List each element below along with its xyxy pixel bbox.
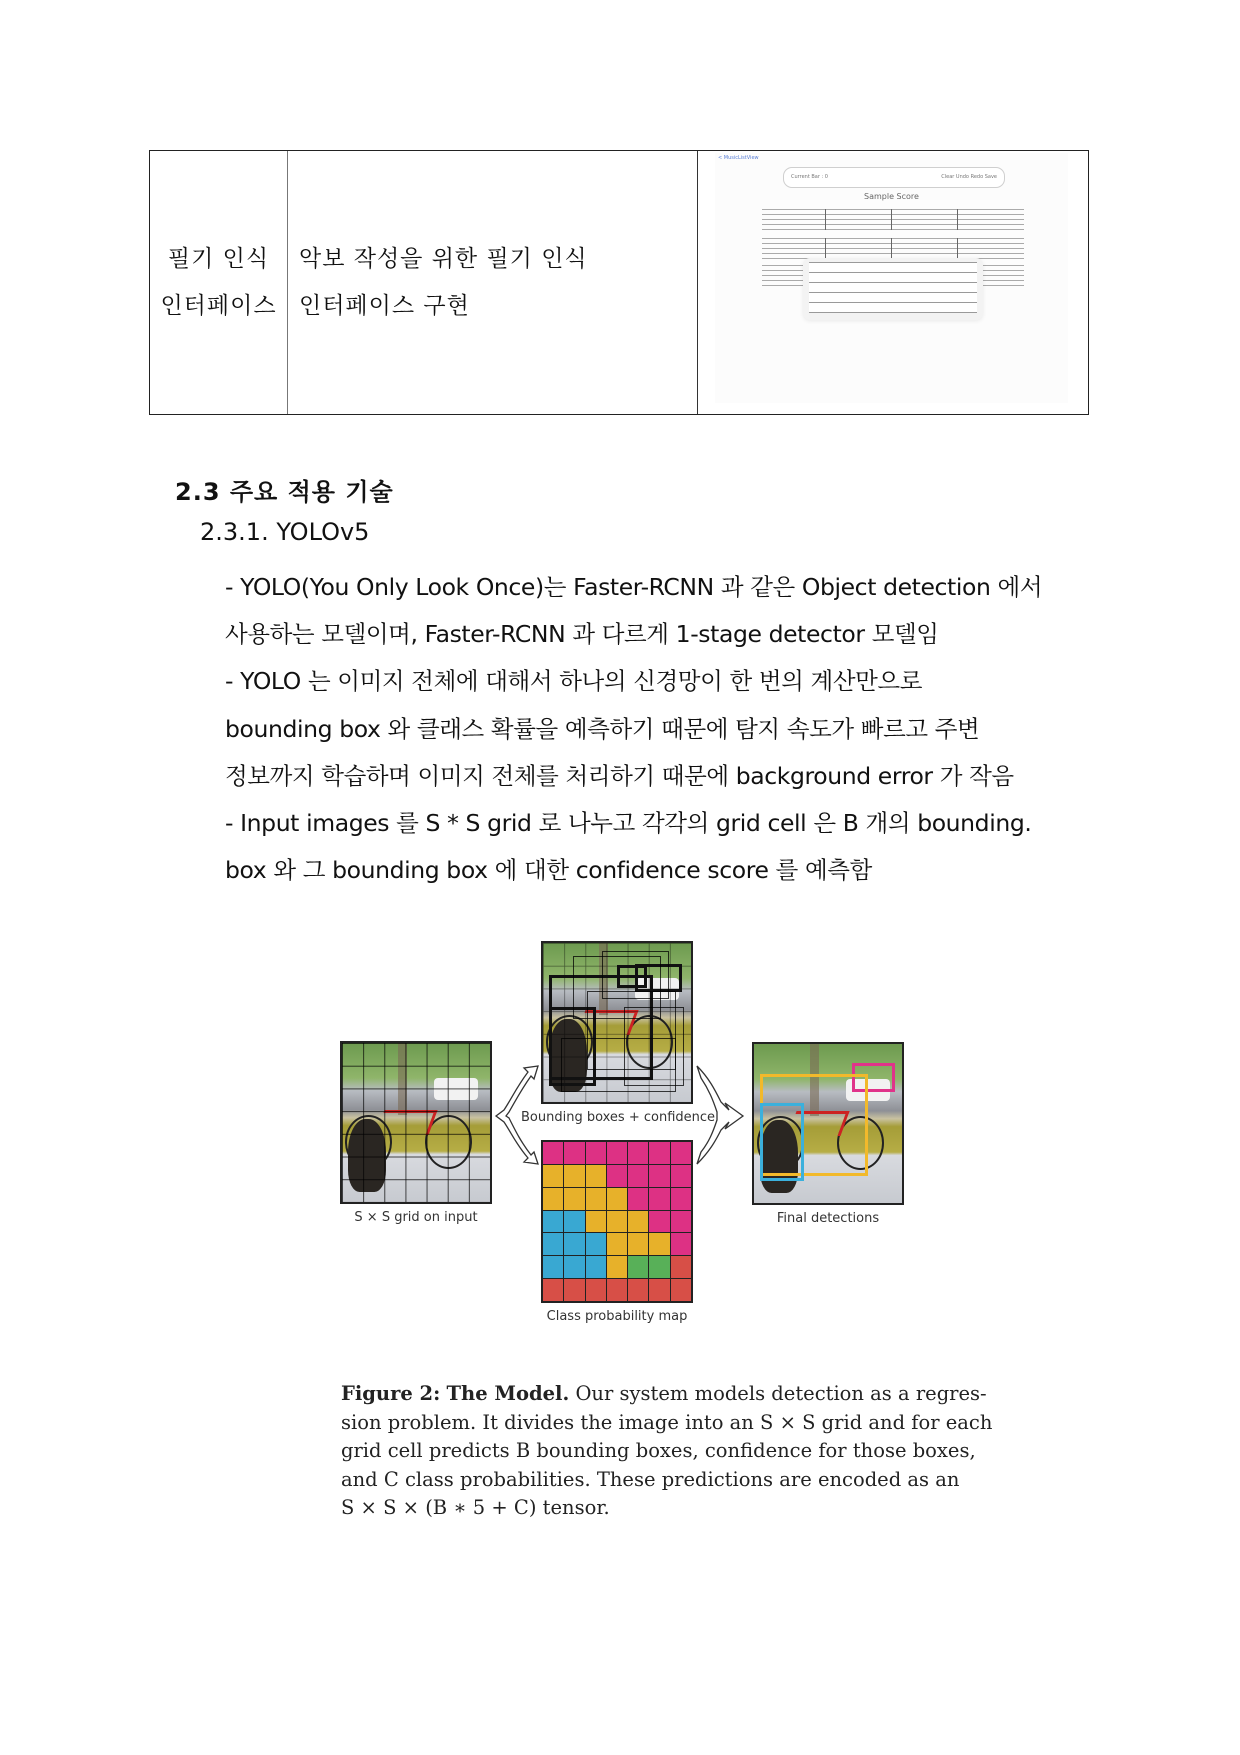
class-map-cell (628, 1211, 648, 1233)
class-map-cell (586, 1233, 606, 1255)
feature-screenshot-cell (698, 151, 1088, 414)
class-map-cell (607, 1256, 627, 1278)
final-detections-panel (752, 1042, 904, 1205)
class-map-cell (671, 1188, 691, 1210)
body-line: - Input images 를 S * S grid 로 나누고 각각의 grid cell 은 B 개의 bounding. (225, 809, 1032, 838)
body-line: box 와 그 bounding box 에 대한 confidence score 를 예측함 (225, 856, 872, 885)
class-map-cell (586, 1188, 606, 1210)
class-map-cell (564, 1188, 584, 1210)
feature-description-line-2: 인터페이스 구현 (299, 293, 470, 319)
class-map-cell (628, 1279, 648, 1301)
section-body (225, 564, 1042, 894)
input-grid-panel (340, 1041, 492, 1204)
class-probability-map (541, 1140, 693, 1303)
class-map-cell (586, 1256, 606, 1278)
class-map-cell (564, 1256, 584, 1278)
class-map-cell (543, 1233, 563, 1255)
bounding-boxes-caption: Bounding boxes + confidence (521, 1110, 716, 1125)
class-map-cell (543, 1256, 563, 1278)
class-map-cell (564, 1233, 584, 1255)
class-map-cell (543, 1279, 563, 1301)
class-map-cell (564, 1211, 584, 1233)
class-map-cell (607, 1233, 627, 1255)
score-title: Sample Score (864, 192, 919, 201)
class-map-cell (564, 1142, 584, 1164)
class-map-cell (564, 1165, 584, 1187)
class-map-cell (586, 1142, 606, 1164)
class-map-cell (628, 1142, 648, 1164)
class-map-cell (649, 1165, 669, 1187)
class-map-cell (649, 1142, 669, 1164)
class-map-cell (628, 1188, 648, 1210)
handwriting-input-panel (803, 258, 983, 320)
class-map-cell (586, 1165, 606, 1187)
class-map-cell (607, 1188, 627, 1210)
final-detections-caption: Final detections (776, 1211, 880, 1226)
class-map-cell (649, 1256, 669, 1278)
figure-caption (341, 1380, 993, 1523)
class-map-cell (543, 1211, 563, 1233)
body-line: 정보까지 학습하며 이미지 전체를 처리하기 때문에 background error 가 작음 (225, 761, 1014, 790)
caption-line: S × S × (B ∗ 5 + C) tensor. (341, 1496, 610, 1519)
body-line: bounding box 와 클래스 확률을 예측하기 때문에 탐지 속도가 빠르고 주변 (225, 714, 980, 743)
class-map-cell (543, 1165, 563, 1187)
section-heading: 2.3 주요 적용 기술 (175, 478, 394, 506)
figure-title: The Model. (446, 1382, 570, 1405)
class-map-cell (543, 1142, 563, 1164)
body-line: - YOLO(You Only Look Once)는 Faster-RCNN 과 같은 Object detection 에서 (225, 573, 1043, 601)
input-panel-caption: S × S grid on input (354, 1210, 478, 1225)
class-map-cell (649, 1279, 669, 1301)
class-map-cell (607, 1142, 627, 1164)
class-map-cell (671, 1256, 691, 1278)
caption-line: and C class probabilities. These predictions are encoded as an (341, 1467, 960, 1491)
feature-name-line-1: 필기 인식 (167, 246, 270, 272)
class-map-cell (671, 1279, 691, 1301)
feature-name-cell (150, 151, 288, 414)
staff-2 (762, 238, 1024, 260)
back-link: < MusicListView (718, 155, 759, 161)
class-map-cell (671, 1233, 691, 1255)
class-map-cell (671, 1165, 691, 1187)
dog-detection-box (760, 1103, 804, 1181)
staff-1 (762, 209, 1024, 231)
feature-description-line-1: 악보 작성을 위한 필기 인식 (299, 246, 588, 272)
body-line: 사용하는 모델이며, Faster-RCNN 과 다르게 1-stage detector 모델임 (225, 620, 939, 649)
caption-line: grid cell predicts B bounding boxes, confidence for those boxes, (341, 1439, 976, 1462)
class-map-cell (649, 1188, 669, 1210)
class-map-cell (671, 1211, 691, 1233)
caption-line: sion problem. It divides the image into an S × S grid and for each (341, 1410, 993, 1434)
class-map-cell (671, 1142, 691, 1164)
toolbar-actions: Clear Undo Redo Save (941, 174, 997, 180)
app-screenshot (715, 153, 1068, 403)
caption-line: Our system models detection as a regres- (575, 1382, 987, 1405)
class-map-caption: Class probability map (546, 1309, 688, 1324)
class-map-cell (586, 1211, 606, 1233)
class-map-cell (607, 1279, 627, 1301)
feature-description-cell (288, 151, 698, 414)
class-map-cell (586, 1279, 606, 1301)
score-toolbar (783, 167, 1005, 188)
current-bar-label: Current Bar : 0 (791, 174, 828, 180)
subsection-heading: 2.3.1. YOLOv5 (200, 518, 370, 546)
class-map-cell (607, 1211, 627, 1233)
split-arrow-icon (494, 1060, 540, 1170)
bounding-boxes-panel (541, 941, 693, 1104)
body-line: - YOLO 는 이미지 전체에 대해서 하나의 신경망이 한 번의 계산만으로 (225, 667, 923, 696)
feature-table (149, 150, 1089, 415)
class-map-cell (607, 1165, 627, 1187)
merge-arrow-icon (695, 1060, 745, 1170)
class-map-cell (628, 1165, 648, 1187)
feature-name-line-2: 인터페이스 (160, 293, 277, 319)
class-map-cell (628, 1256, 648, 1278)
feature-name (150, 236, 287, 330)
feature-description (299, 236, 588, 330)
figure-label: Figure 2: (341, 1382, 441, 1405)
class-map-cell (564, 1279, 584, 1301)
class-map-cell (649, 1211, 669, 1233)
class-map-cell (543, 1188, 563, 1210)
class-map-cell (649, 1233, 669, 1255)
class-map-cell (628, 1233, 648, 1255)
